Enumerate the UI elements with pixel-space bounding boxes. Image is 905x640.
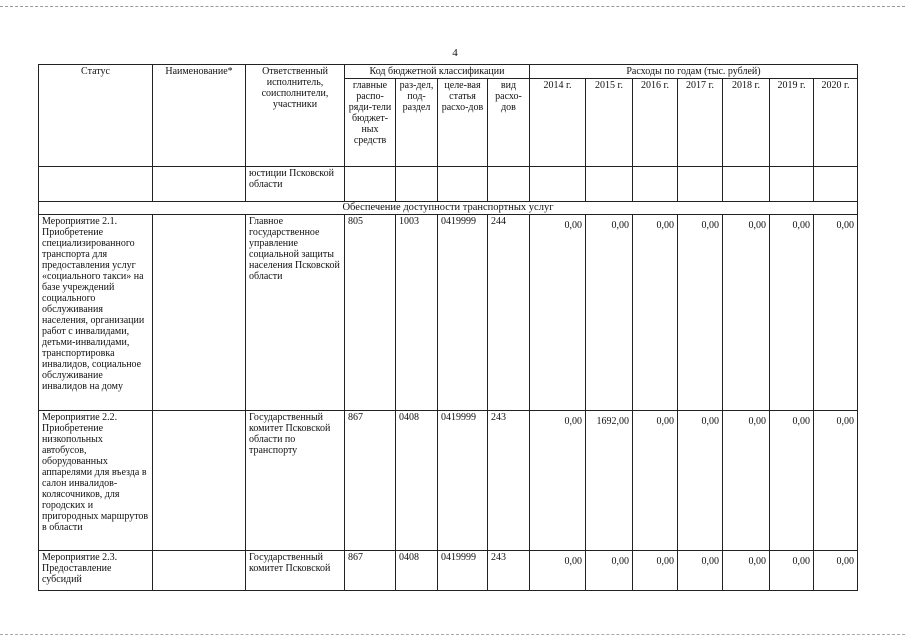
row-value: 0,00 (633, 215, 678, 411)
header-code-manager: главные распо-ряди-тели бюджет-ных средств (345, 79, 396, 167)
row-value: 0,00 (586, 215, 633, 411)
table-row (39, 411, 858, 551)
row-value: 0,00 (814, 215, 858, 411)
row-code: 867 (345, 411, 396, 551)
row-value: 0,00 (723, 551, 770, 591)
row-value: 0,00 (678, 215, 723, 411)
row-value: 1692,00 (586, 411, 633, 551)
row-value: 0,00 (633, 551, 678, 591)
scan-edge-bottom (0, 634, 905, 635)
row-name (153, 215, 246, 411)
row-status: Мероприятие 2.3. Предоставление субсидий (39, 551, 153, 591)
row-value: 0,00 (586, 551, 633, 591)
row-responsible: Государственный комитет Псковской (246, 551, 345, 591)
header-code-section: раз-дел, под-раздел (396, 79, 438, 167)
scan-edge-top (0, 6, 905, 7)
row-value: 0,00 (770, 411, 814, 551)
row-code: 0408 (396, 551, 438, 591)
header-year-2017: 2017 г. (678, 79, 723, 167)
row-code: 867 (345, 551, 396, 591)
row-value: 0,00 (770, 551, 814, 591)
row-status: Мероприятие 2.1. Приобретение специализированного транспорта для предоставления услуг «социального такси» на базе учреждений социального обслуживания населения, организации работ с инвалидами, детьми-инвалидами, транспортировка инвалидов, социальное обслуживание инвалидов на дому (39, 215, 153, 411)
row-value: 0,00 (814, 411, 858, 551)
header-name: Наименование* (153, 65, 246, 167)
page-number: 4 (452, 47, 458, 59)
row-value: 0,00 (814, 551, 858, 591)
row-value: 0,00 (723, 411, 770, 551)
header-year-2014: 2014 г. (530, 79, 586, 167)
header-code-article: целе-вая статья расхо-дов (438, 79, 488, 167)
row-name (153, 411, 246, 551)
row-code: 805 (345, 215, 396, 411)
header-year-2016: 2016 г. (633, 79, 678, 167)
row-value: 0,00 (678, 551, 723, 591)
row-value: 0,00 (678, 411, 723, 551)
header-status: Статус (39, 65, 153, 167)
row-code: 0408 (396, 411, 438, 551)
row-value: 0,00 (530, 215, 586, 411)
header-year-2020: 2020 г. (814, 79, 858, 167)
row-value: 0,00 (530, 411, 586, 551)
budget-table (38, 64, 858, 591)
header-code-type: вид расхо-дов (488, 79, 530, 167)
header-year-2018: 2018 г. (723, 79, 770, 167)
row-name (153, 551, 246, 591)
row-status: Мероприятие 2.2. Приобретение низкопольных автобусов, оборудованных аппарелями для въезда в салон инвалидов-колясочников, для городских и пригородных маршрутов в области (39, 411, 153, 551)
row-value: 0,00 (723, 215, 770, 411)
row-responsible: Главное государственное управление социальной защиты населения Псковской области (246, 215, 345, 411)
row-code: 243 (488, 551, 530, 591)
header-year-2015: 2015 г. (586, 79, 633, 167)
continuation-text: юстиции Псковской области (246, 167, 345, 202)
row-code: 0419999 (438, 411, 488, 551)
row-code: 0419999 (438, 215, 488, 411)
row-code: 243 (488, 411, 530, 551)
header-budget-code-group: Код бюджетной классификации (345, 65, 530, 79)
header-responsible: Ответственный исполнитель, соисполнители, участники (246, 65, 345, 167)
row-code: 244 (488, 215, 530, 411)
header-year-2019: 2019 г. (770, 79, 814, 167)
row-responsible: Государственный комитет Псковской области по транспорту (246, 411, 345, 551)
row-code: 1003 (396, 215, 438, 411)
row-value: 0,00 (770, 215, 814, 411)
table-row (39, 551, 858, 591)
section-title: Обеспечение доступности транспортных услуг (39, 202, 858, 215)
row-code: 0419999 (438, 551, 488, 591)
row-value: 0,00 (530, 551, 586, 591)
row-value: 0,00 (633, 411, 678, 551)
table-row (39, 167, 858, 202)
header-expenses-group: Расходы по годам (тыс. рублей) (530, 65, 858, 79)
table-row (39, 215, 858, 411)
